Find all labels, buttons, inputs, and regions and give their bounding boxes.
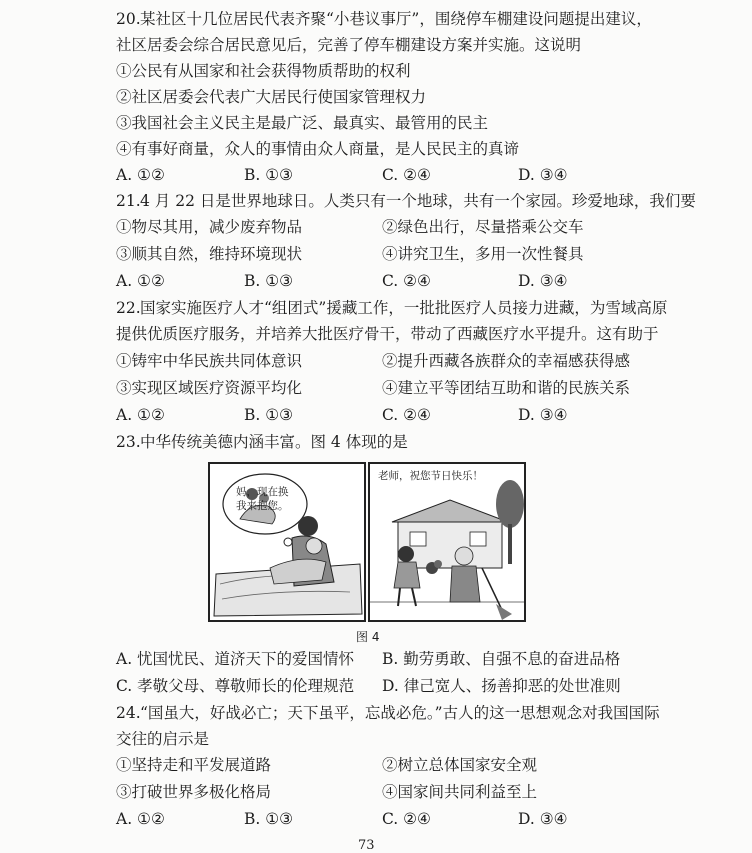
statement-item: ①坚持走和平发展道路 <box>116 756 272 774</box>
option-d[interactable]: D. ③④ <box>518 810 568 828</box>
figure-caption: 图 4 <box>356 630 380 644</box>
speech-text: 我来抱您。 <box>236 500 289 512</box>
question-stem: 社区居委会综合居民意见后，完善了停车棚建设方案并实施。这说明 <box>116 36 582 54</box>
statement-item: ④国家间共同利益至上 <box>382 783 538 801</box>
statement-item: ③我国社会主义民主是最广泛、最真实、最管用的民主 <box>116 114 489 132</box>
option-b[interactable]: B. ①③ <box>244 406 294 424</box>
question-stem: 提供优质医疗服务，并培养大批医疗骨干，带动了西藏医疗水平提升。这有助于 <box>116 325 659 343</box>
cartoon-panel-right <box>368 462 526 622</box>
option-d[interactable]: D. ③④ <box>518 406 568 424</box>
figure-4 <box>208 462 526 622</box>
option-d[interactable]: D. ③④ <box>518 166 568 184</box>
statement-item: ②绿色出行，尽量搭乘公交车 <box>382 218 584 236</box>
option-d[interactable]: D. ③④ <box>518 272 568 290</box>
option-d[interactable]: D. 律己宽人、扬善抑恶的处世准则 <box>382 677 621 695</box>
option-c[interactable]: C. ②④ <box>382 406 431 424</box>
page-number: 73 <box>358 838 375 853</box>
option-a[interactable]: A. ①② <box>116 406 165 424</box>
option-a[interactable]: A. ①② <box>116 166 165 184</box>
speech-text: 妈，现在换 <box>236 486 289 498</box>
option-b[interactable]: B. ①③ <box>244 272 294 290</box>
question-number: 24. <box>116 704 141 722</box>
option-b[interactable]: B. ①③ <box>244 810 294 828</box>
question-stem: 中华传统美德内涵丰富。图 4 体现的是 <box>140 433 408 451</box>
question-stem: 某社区十几位居民代表齐聚“小巷议事厅”，围绕停车棚建设问题提出建议， <box>140 10 652 28</box>
statement-item: ③顺其自然，维持环境现状 <box>116 245 303 263</box>
option-c[interactable]: C. ②④ <box>382 272 431 290</box>
option-a[interactable]: A. ①② <box>116 810 165 828</box>
statement-item: ④讲究卫生，多用一次性餐具 <box>382 245 584 263</box>
option-a[interactable]: A. ①② <box>116 272 165 290</box>
option-c[interactable]: C. ②④ <box>382 166 431 184</box>
question-number: 23. <box>116 433 141 451</box>
option-c[interactable]: C. 孝敬父母、尊敬师长的伦理规范 <box>116 677 355 695</box>
statement-item: ①铸牢中华民族共同体意识 <box>116 352 303 370</box>
question-number: 20. <box>116 10 141 28</box>
question-number: 21. <box>116 192 141 210</box>
statement-item: ①公民有从国家和社会获得物质帮助的权利 <box>116 62 411 80</box>
option-c[interactable]: C. ②④ <box>382 810 431 828</box>
speech-text: 老师，祝您节日快乐！ <box>378 470 483 482</box>
statement-item: ②提升西藏各族群众的幸福感获得感 <box>382 352 631 370</box>
statement-item: ③实现区域医疗资源平均化 <box>116 379 303 397</box>
cartoon-panel-left <box>208 462 366 622</box>
teacher-day-illustration <box>370 464 526 622</box>
statement-item: ①物尽其用，减少废弃物品 <box>116 218 303 236</box>
question-stem: “国虽大，好战必亡；天下虽平，忘战必危。”古人的这一思想观念对我国国际 <box>140 704 660 722</box>
option-b[interactable]: B. 勤劳勇敢、自强不息的奋进品格 <box>382 650 621 668</box>
statement-item: ③打破世界多极化格局 <box>116 783 272 801</box>
question-stem: 4 月 22 日是世界地球日。人类只有一个地球，共有一个家园。珍爱地球，我们要 <box>140 192 696 210</box>
option-b[interactable]: B. ①③ <box>244 166 294 184</box>
statement-item: ④有事好商量，众人的事情由众人商量，是人民民主的真谛 <box>116 140 520 158</box>
question-stem: 交往的启示是 <box>116 730 210 748</box>
statement-item: ④建立平等团结互助和谐的民族关系 <box>382 379 631 397</box>
question-stem: 国家实施医疗人才“组团式”援藏工作，一批批医疗人员接力进藏，为雪域高原 <box>140 299 668 317</box>
statement-item: ②社区居委会代表广大居民行使国家管理权力 <box>116 88 427 106</box>
option-a[interactable]: A. 忧国忧民、道济天下的爱国情怀 <box>116 650 355 668</box>
question-number: 22. <box>116 299 141 317</box>
statement-item: ②树立总体国家安全观 <box>382 756 538 774</box>
